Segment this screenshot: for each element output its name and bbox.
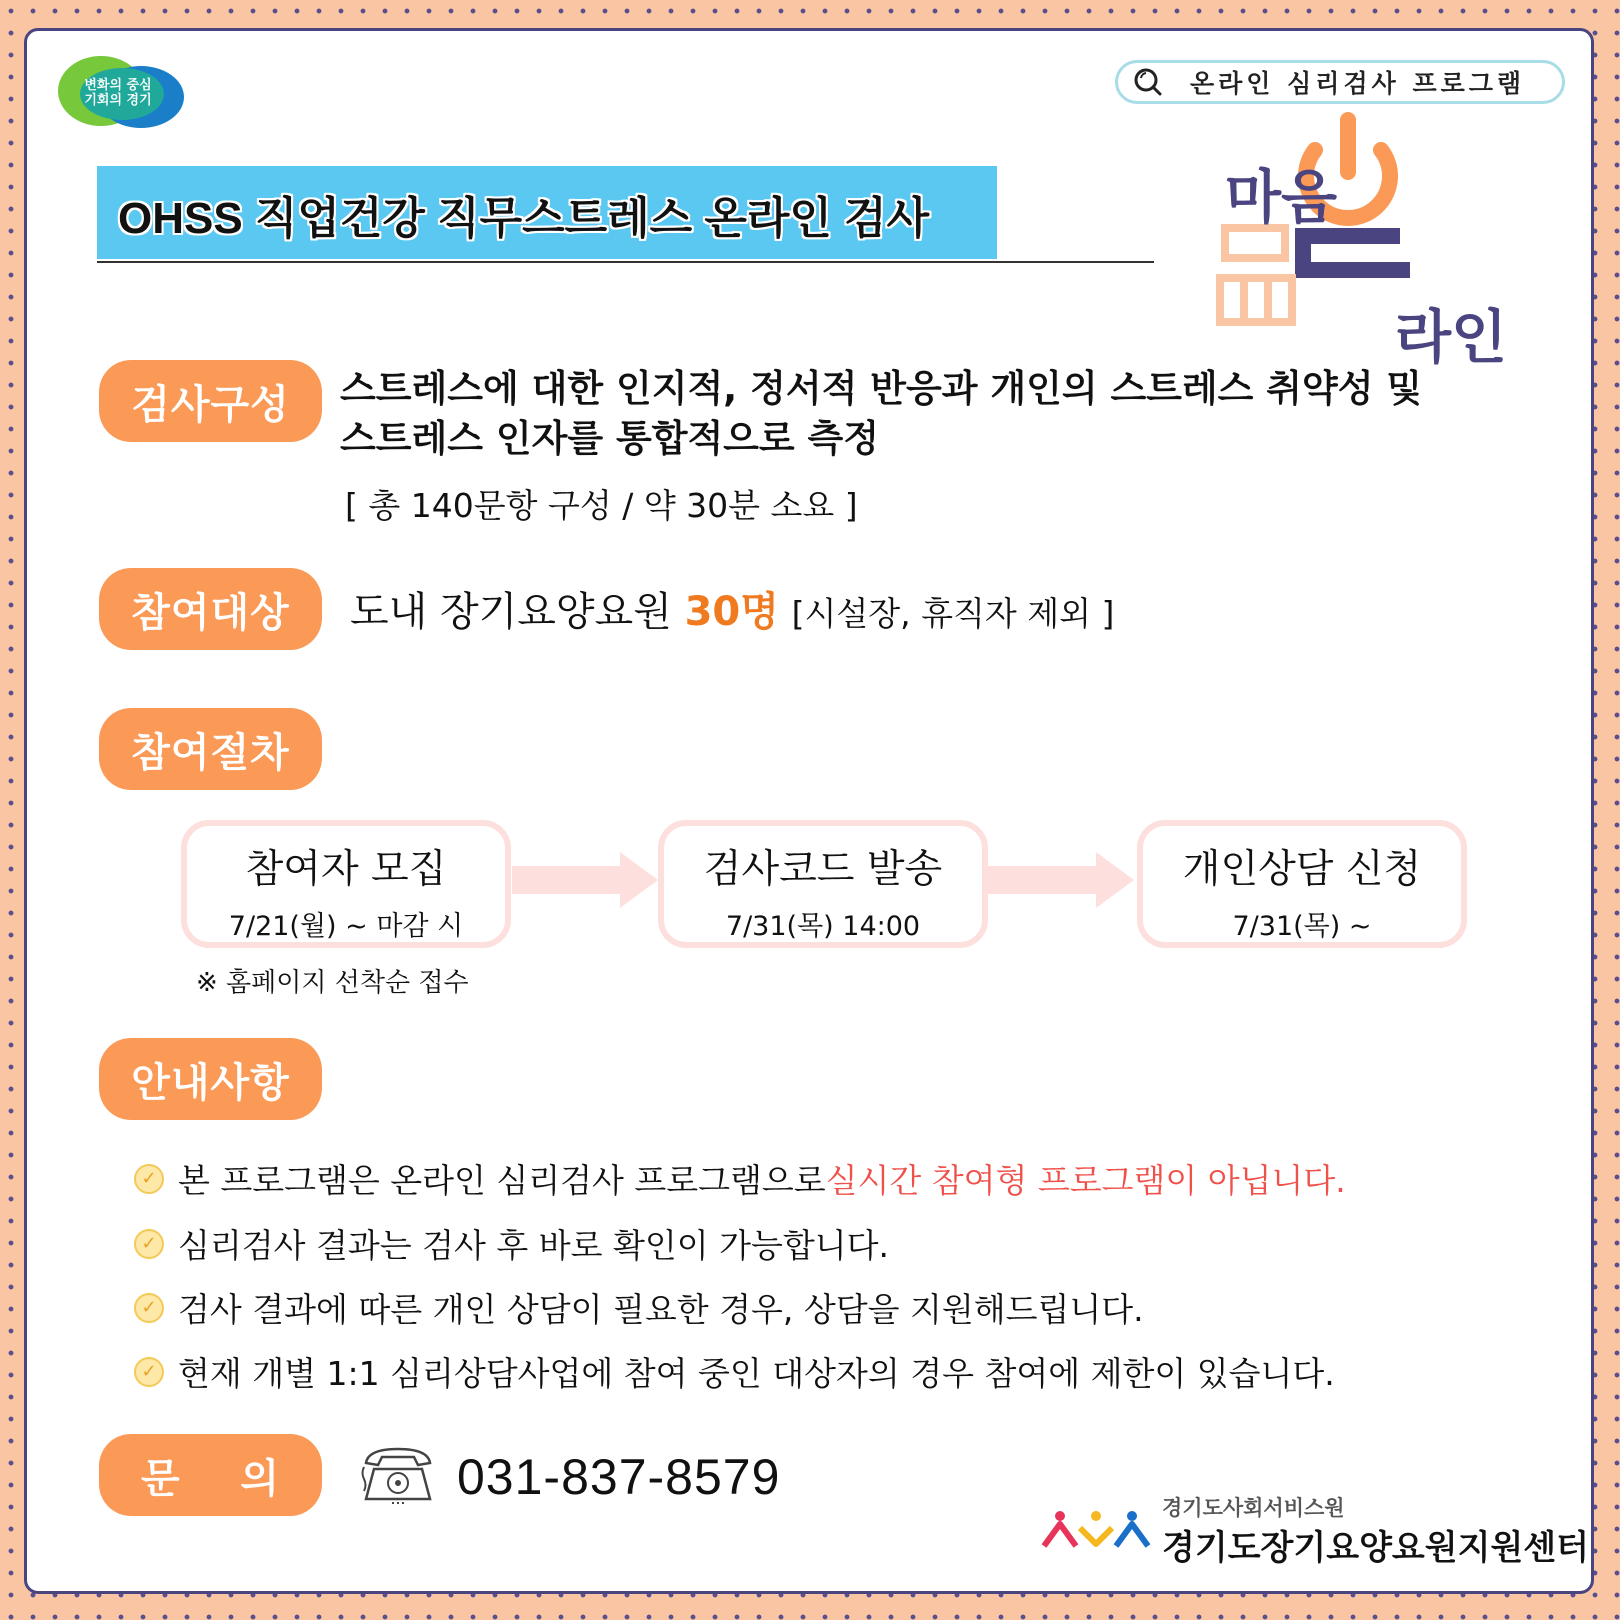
section-label-procedure: 참여절차 [99, 708, 322, 790]
composition-detail: [ 총 140문항 구성 / 약 30분 소요 ] [345, 486, 858, 525]
telephone-icon [360, 1443, 436, 1505]
notice-text: 현재 개별 1:1 심리상담사업에 참여 중인 대상자의 경우 참여에 제한이 있습니다. [178, 1354, 1335, 1393]
logo-text-2: 기회의 경기 [84, 93, 152, 108]
section-label-composition: 검사구성 [99, 360, 322, 442]
step-counseling [1137, 820, 1467, 948]
notice-item [134, 1155, 1346, 1202]
arrow-right-icon [988, 852, 1134, 908]
notice-text: 본 프로그램은 온라인 심리검사 프로그램으로 [178, 1161, 826, 1200]
step-date: 7/21(월) ~ 마감 시 [228, 911, 464, 942]
step-recruitment [181, 820, 511, 948]
notice-item [134, 1220, 889, 1267]
target-note: [시설장, 휴직자 제외 ] [791, 594, 1115, 633]
target-text: 도내 장기요양요원 [350, 589, 672, 635]
composition-description [340, 364, 1440, 464]
check-icon: ✓ [134, 1229, 164, 1259]
composition-line-1: 스트레스에 대한 인지적, 정서적 반응과 개인의 스트레스 취약성 및 [340, 367, 1423, 410]
notice-item [134, 1284, 1144, 1331]
org-sub-name: 경기도사회서비스원 [1162, 1496, 1345, 1520]
step-date: 7/31(목) ~ [1232, 911, 1372, 942]
brand-text-rain: 라인 [1395, 303, 1508, 371]
target-count: 30명 [684, 589, 779, 635]
search-icon [1132, 66, 1164, 98]
people-logo-icon [1040, 1510, 1152, 1550]
check-icon: ✓ [134, 1357, 164, 1387]
page-title: OHSS 직업건강 직무스트레스 온라인 검사 [118, 194, 930, 243]
section-label-target: 참여대상 [99, 568, 322, 650]
notice-text: 검사 결과에 따른 개인 상담이 필요한 경우, 상담을 지원해드립니다. [178, 1290, 1144, 1329]
check-icon: ✓ [134, 1293, 164, 1323]
step-date: 7/31(목) 14:00 [725, 911, 921, 942]
notice-text: 심리검사 결과는 검사 후 바로 확인이 가능합니다. [178, 1226, 889, 1265]
step-code-send [658, 820, 988, 948]
organization-logo [1040, 1492, 1589, 1568]
check-icon: ✓ [134, 1164, 164, 1194]
title-underline [97, 261, 1154, 263]
gyeonggi-logo [58, 56, 184, 128]
section-label-contact: 문 의 [99, 1434, 322, 1516]
arrow-right-icon [512, 852, 658, 908]
step-title: 개인상담 신청 [1182, 847, 1422, 892]
step-title: 참여자 모집 [245, 847, 447, 892]
notice-highlight: 실시간 참여형 프로그램이 아닙니다. [825, 1161, 1346, 1200]
procedure-note: ※ 홈페이지 선착순 접수 [196, 968, 469, 998]
step-title: 검사코드 발송 [703, 847, 943, 892]
section-label-notices: 안내사항 [99, 1038, 322, 1120]
brand-text-maeum: 마음 [1225, 163, 1338, 231]
org-main-name: 경기도장기요양요원지원센터 [1162, 1528, 1589, 1568]
phone-number: 031-837-8579 [457, 1449, 781, 1505]
program-search-pill [1115, 60, 1565, 104]
search-label: 온라인 심리검사 프로그램 [1190, 69, 1526, 98]
notice-item [134, 1348, 1335, 1395]
logo-text-1: 변화의 중심 [84, 78, 152, 93]
target-description [350, 580, 1114, 637]
maeum-online-logo [1215, 110, 1515, 371]
composition-line-2: 스트레스 인자를 통합적으로 측정 [340, 417, 880, 460]
